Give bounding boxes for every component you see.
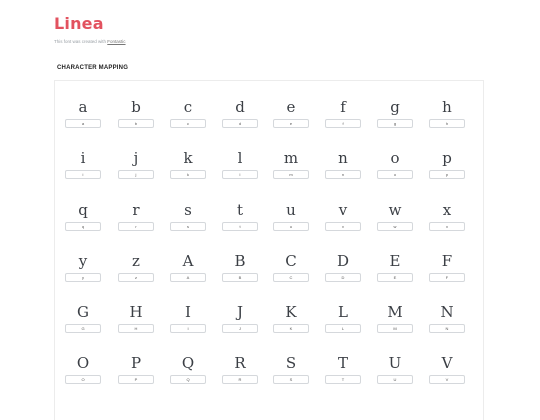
- glyph-cell: [57, 303, 109, 343]
- glyph-cell: [57, 201, 109, 241]
- glyph-preview: s: [184, 201, 192, 219]
- glyph-preview: w: [388, 201, 402, 219]
- fontastic-link[interactable]: Fontastic: [107, 39, 126, 44]
- glyph-preview: S: [285, 354, 297, 372]
- glyph-cell: [265, 98, 317, 138]
- glyph-preview: j: [133, 149, 139, 167]
- glyph-character-input[interactable]: [429, 222, 465, 231]
- glyph-cell: [214, 98, 266, 138]
- glyph-preview: K: [285, 303, 297, 321]
- glyph-preview: T: [337, 354, 348, 372]
- glyph-character-input[interactable]: [222, 222, 258, 231]
- glyph-cell: [214, 354, 266, 394]
- character-mapping-grid: [54, 80, 484, 420]
- glyph-cell: [110, 149, 162, 189]
- glyph-cell: [162, 98, 214, 138]
- glyph-preview: a: [78, 98, 88, 116]
- glyph-character-input[interactable]: [325, 375, 361, 384]
- glyph-character-input[interactable]: [273, 324, 309, 333]
- glyph-cell: [214, 252, 266, 292]
- glyph-character-input[interactable]: [65, 222, 101, 231]
- glyph-cell: [57, 149, 109, 189]
- glyph-character-input[interactable]: [429, 170, 465, 179]
- glyph-character-input[interactable]: [222, 273, 258, 282]
- glyph-cell: [214, 303, 266, 343]
- glyph-character-input[interactable]: [118, 222, 154, 231]
- glyph-preview: F: [441, 252, 453, 270]
- glyph-cell: [265, 354, 317, 394]
- glyph-cell: [317, 98, 369, 138]
- glyph-cell: [57, 252, 109, 292]
- glyph-preview: i: [80, 149, 86, 167]
- glyph-cell: [162, 252, 214, 292]
- glyph-character-input[interactable]: [325, 273, 361, 282]
- glyph-preview: t: [236, 201, 244, 219]
- glyph-cell: [214, 201, 266, 241]
- glyph-cell: [421, 354, 473, 394]
- glyph-character-input[interactable]: [170, 170, 206, 179]
- glyph-character-input[interactable]: [65, 170, 101, 179]
- glyph-cell: [421, 149, 473, 189]
- glyph-preview: C: [285, 252, 297, 270]
- glyph-preview: P: [130, 354, 142, 372]
- glyph-preview: e: [286, 98, 296, 116]
- glyph-character-input[interactable]: [118, 324, 154, 333]
- glyph-preview: v: [338, 201, 348, 219]
- glyph-character-input[interactable]: [325, 222, 361, 231]
- glyph-character-input[interactable]: [273, 273, 309, 282]
- glyph-character-input[interactable]: [377, 119, 413, 128]
- glyph-preview: I: [185, 303, 191, 321]
- glyph-character-input[interactable]: [118, 375, 154, 384]
- glyph-cell: [57, 354, 109, 394]
- glyph-cell: [317, 252, 369, 292]
- glyph-character-input[interactable]: [170, 119, 206, 128]
- glyph-preview: H: [129, 303, 143, 321]
- glyph-cell: [369, 303, 421, 343]
- glyph-cell: [369, 98, 421, 138]
- glyph-cell: [110, 303, 162, 343]
- glyph-cell: [317, 354, 369, 394]
- glyph-cell: [421, 303, 473, 343]
- glyph-character-input[interactable]: [429, 324, 465, 333]
- section-title: CHARACTER MAPPING: [57, 65, 129, 71]
- glyph-cell: [162, 201, 214, 241]
- glyph-cell: [265, 252, 317, 292]
- glyph-character-input[interactable]: [170, 324, 206, 333]
- glyph-character-input[interactable]: [170, 273, 206, 282]
- glyph-character-input[interactable]: [325, 119, 361, 128]
- glyph-preview: x: [442, 201, 452, 219]
- glyph-cell: [110, 201, 162, 241]
- glyph-character-input[interactable]: [170, 375, 206, 384]
- glyph-character-input[interactable]: [325, 324, 361, 333]
- glyph-preview: k: [183, 149, 193, 167]
- glyph-preview: R: [234, 354, 246, 372]
- glyph-character-input[interactable]: [429, 375, 465, 384]
- glyph-character-input[interactable]: [118, 170, 154, 179]
- glyph-character-input[interactable]: [429, 273, 465, 282]
- glyph-character-input[interactable]: [429, 119, 465, 128]
- glyph-preview: D: [336, 252, 350, 270]
- glyph-preview: u: [286, 201, 296, 219]
- page-title: Linea: [54, 14, 104, 33]
- glyph-preview: f: [340, 98, 346, 116]
- glyph-preview: d: [235, 98, 245, 116]
- glyph-character-input[interactable]: [273, 170, 309, 179]
- glyph-preview: U: [388, 354, 402, 372]
- glyph-preview: E: [389, 252, 401, 270]
- glyph-character-input[interactable]: [222, 119, 258, 128]
- glyph-cell: [317, 149, 369, 189]
- glyph-preview: n: [338, 149, 348, 167]
- glyph-character-input[interactable]: [377, 222, 413, 231]
- glyph-character-input[interactable]: [222, 324, 258, 333]
- glyph-character-input[interactable]: [170, 222, 206, 231]
- glyph-cell: [369, 354, 421, 394]
- glyph-preview: b: [131, 98, 141, 116]
- glyph-cell: [162, 303, 214, 343]
- glyph-character-input[interactable]: [65, 273, 101, 282]
- glyph-cell: [110, 354, 162, 394]
- glyph-preview: Q: [181, 354, 195, 372]
- glyph-preview: N: [440, 303, 454, 321]
- glyph-preview: J: [236, 303, 243, 321]
- glyph-character-input[interactable]: [65, 119, 101, 128]
- glyph-cell: [369, 149, 421, 189]
- glyph-preview: B: [234, 252, 246, 270]
- glyph-character-input[interactable]: [377, 375, 413, 384]
- glyph-cell: [110, 252, 162, 292]
- glyph-cell: [57, 98, 109, 138]
- glyph-character-input[interactable]: [273, 375, 309, 384]
- glyph-cell: [110, 98, 162, 138]
- glyph-cell: [317, 201, 369, 241]
- glyph-character-input[interactable]: [273, 222, 309, 231]
- glyph-preview: A: [182, 252, 194, 270]
- subtitle-text: This font was created with: [54, 39, 108, 44]
- glyph-cell: [369, 201, 421, 241]
- glyph-preview: O: [76, 354, 90, 372]
- glyph-character-input[interactable]: [325, 170, 361, 179]
- glyph-character-input[interactable]: [118, 273, 154, 282]
- glyph-cell: [214, 149, 266, 189]
- glyph-preview: M: [387, 303, 403, 321]
- glyph-preview: V: [441, 354, 453, 372]
- glyph-cell: [265, 201, 317, 241]
- glyph-character-input[interactable]: [118, 119, 154, 128]
- glyph-preview: m: [283, 149, 299, 167]
- glyph-character-input[interactable]: [222, 170, 258, 179]
- glyph-cell: [421, 201, 473, 241]
- glyph-cell: [265, 149, 317, 189]
- glyph-preview: r: [132, 201, 140, 219]
- glyph-character-input[interactable]: [377, 324, 413, 333]
- glyph-character-input[interactable]: [273, 119, 309, 128]
- glyph-cell: [421, 252, 473, 292]
- glyph-preview: p: [442, 149, 452, 167]
- glyph-preview: G: [77, 303, 89, 321]
- glyph-character-input[interactable]: [377, 273, 413, 282]
- glyph-preview: L: [338, 303, 348, 321]
- glyph-cell: [421, 98, 473, 138]
- glyph-cell: [162, 149, 214, 189]
- glyph-preview: h: [442, 98, 452, 116]
- glyph-character-input[interactable]: [377, 170, 413, 179]
- glyph-preview: c: [183, 98, 193, 116]
- glyph-character-input[interactable]: [65, 324, 101, 333]
- glyph-preview: g: [390, 98, 400, 116]
- glyph-preview: z: [132, 252, 140, 270]
- glyph-preview: q: [78, 201, 88, 219]
- glyph-preview: o: [390, 149, 400, 167]
- glyph-cell: [162, 354, 214, 394]
- glyph-character-input[interactable]: [65, 375, 101, 384]
- glyph-cell: [369, 252, 421, 292]
- glyph-preview: y: [78, 252, 88, 270]
- page-subtitle: [54, 39, 126, 44]
- glyph-character-input[interactable]: [222, 375, 258, 384]
- glyph-preview: l: [237, 149, 243, 167]
- glyph-cell: [317, 303, 369, 343]
- glyph-cell: [265, 303, 317, 343]
